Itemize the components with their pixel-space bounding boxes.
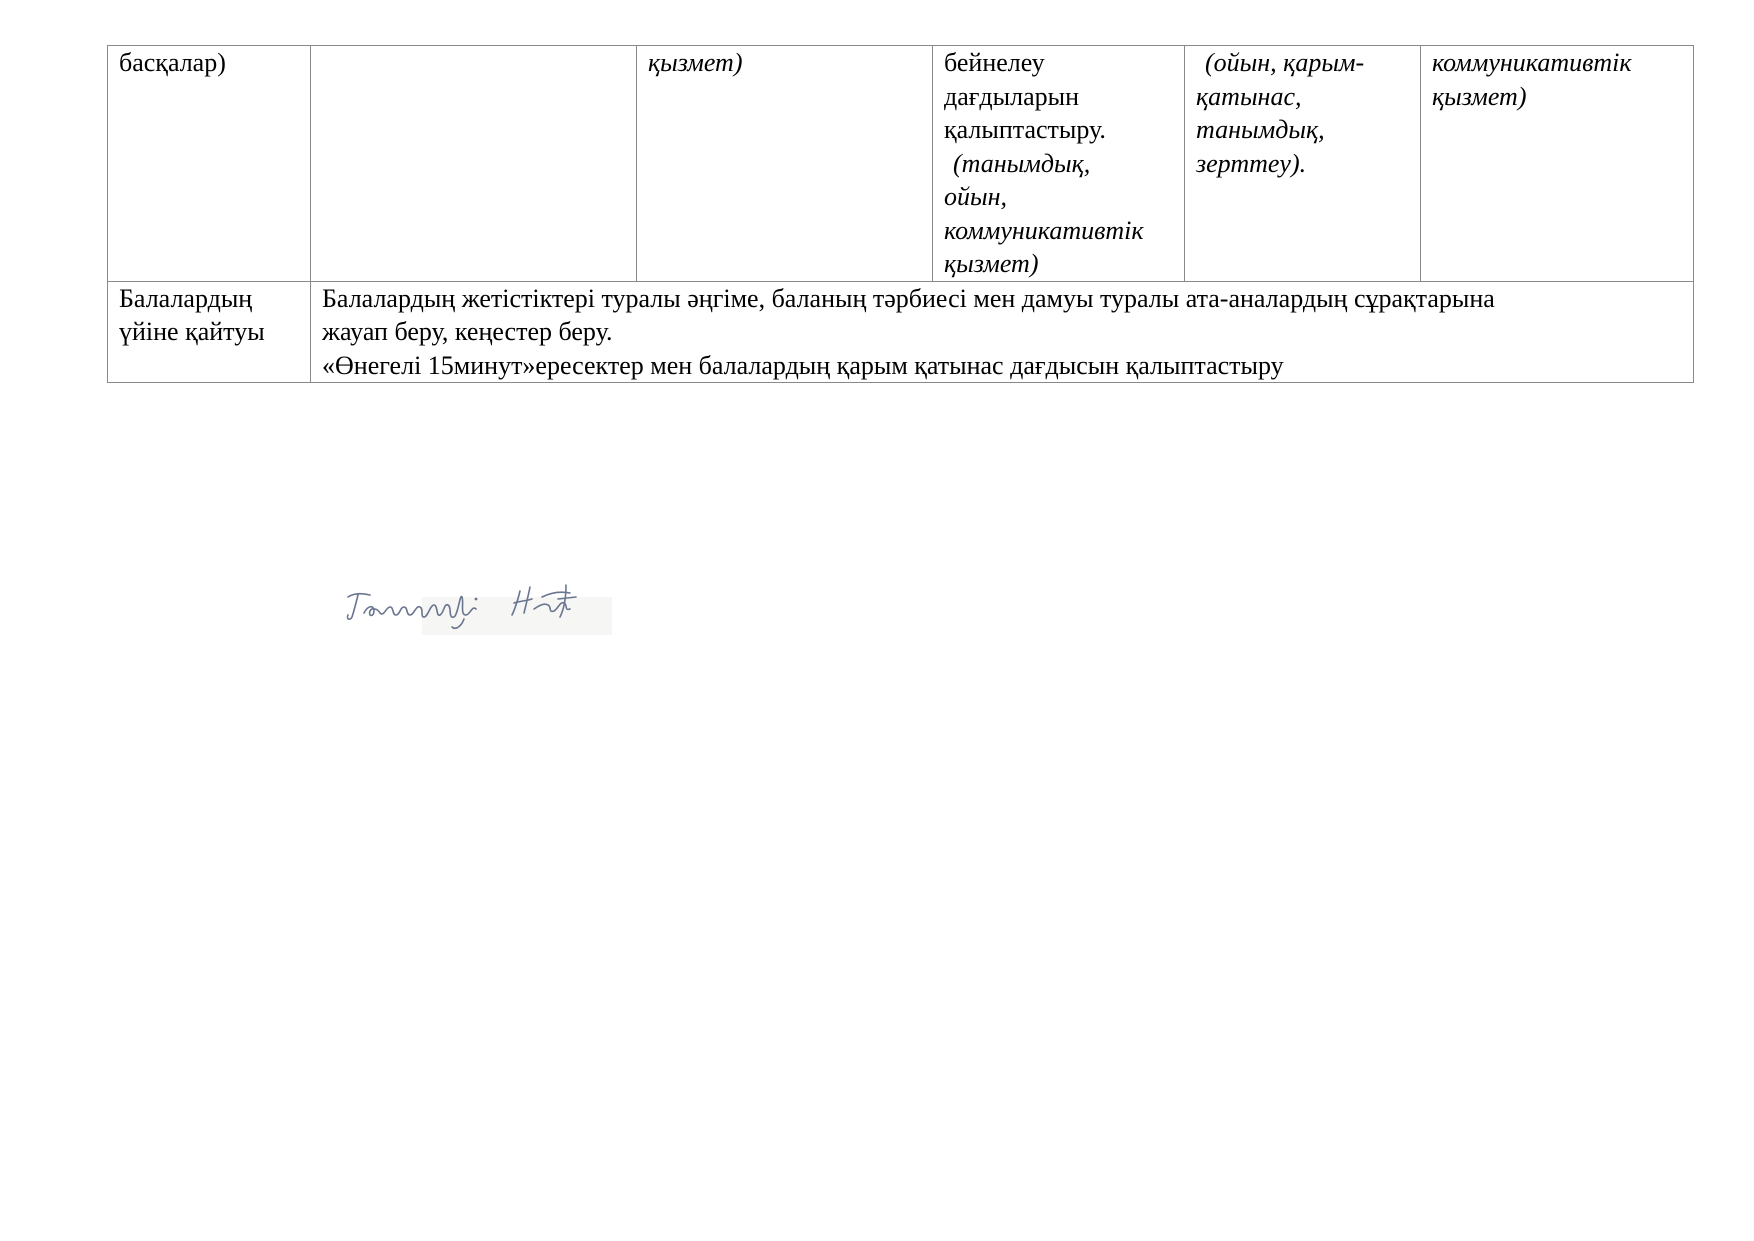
table-row — [108, 281, 1694, 383]
cell-text: коммуникативтік — [944, 215, 1144, 245]
row-content-text: жауап беру, кеңестер беру. — [322, 317, 613, 346]
table-cell-row-label — [108, 281, 311, 383]
row-content-text: «Өнегелі 15минут»ересектер мен балалардың қарым қатынас дағдысын қалыптастыру — [322, 350, 1284, 380]
row-content-text: Балалардың жетістіктері туралы әңгіме, баланың тәрбиесі мен дамуы туралы ата-аналардың сұрақтарына — [322, 283, 1495, 313]
cell-text: қалыптастыру. — [944, 115, 1106, 144]
table-cell-activity — [637, 46, 933, 282]
table-cell-row-content — [311, 281, 1694, 383]
table-cell-category — [108, 46, 311, 282]
cell-text: қызмет) — [944, 249, 1039, 278]
cell-text: танымдық, — [1196, 115, 1325, 144]
cell-text: басқалар) — [119, 48, 226, 77]
schedule-table — [107, 45, 1694, 383]
handwritten-signature — [344, 575, 612, 635]
cell-text: қызмет) — [1432, 81, 1527, 111]
cell-text: зерттеу). — [1196, 148, 1307, 178]
signature-word-stroke — [347, 594, 370, 619]
cell-text: қатынас, — [1196, 81, 1302, 111]
table-cell-activity-types — [1185, 46, 1421, 282]
table-row — [108, 46, 1694, 282]
cell-text: ойын, — [944, 182, 1008, 211]
cell-text: коммуникативтік — [1432, 48, 1632, 77]
cell-text: бейнелеу — [944, 48, 1045, 77]
table-cell-communicative — [1421, 46, 1694, 282]
cell-text: қызмет) — [648, 48, 743, 77]
row-label-text: Балалардың — [119, 283, 253, 313]
table-cell-goal — [933, 46, 1185, 282]
table-cell-empty — [311, 46, 637, 282]
cell-text: дағдыларын — [944, 81, 1080, 111]
cell-text: (танымдық, — [953, 148, 1091, 178]
cell-text: (ойын, қарым- — [1205, 48, 1365, 77]
signature-dot — [475, 598, 478, 601]
row-label-text: үйіне қайтуы — [119, 317, 265, 346]
